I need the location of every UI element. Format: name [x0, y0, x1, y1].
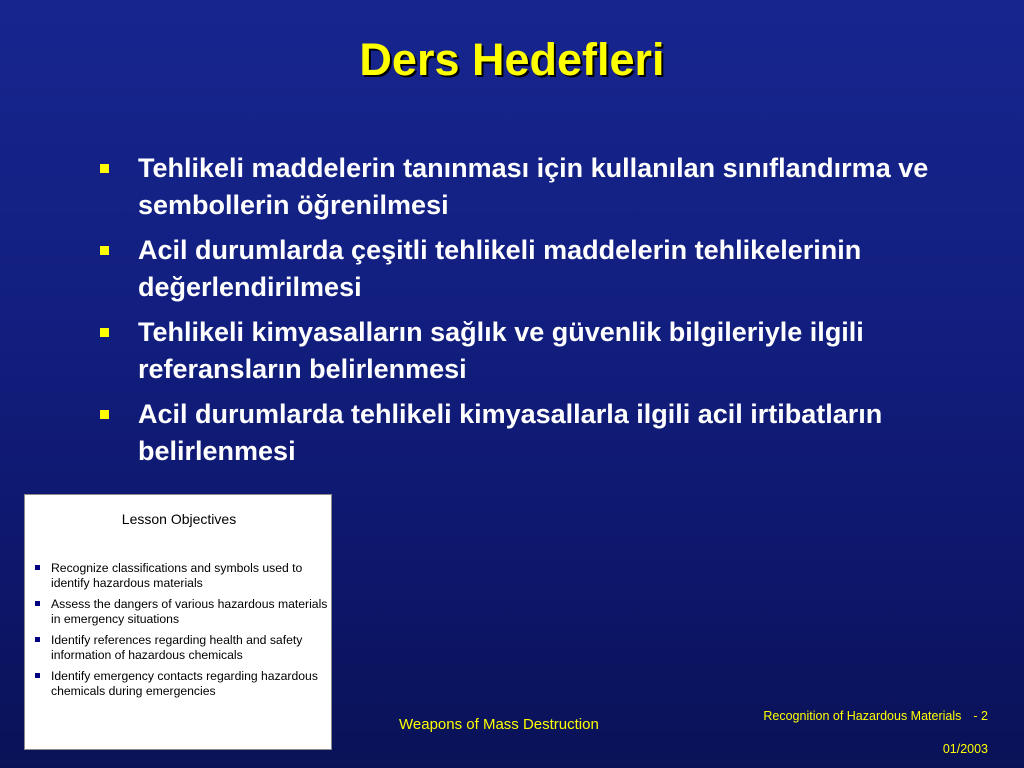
bullet-item — [98, 232, 1018, 306]
bullet-text: Acil durumlarda çeşitli tehlikeli maddelerin tehlikelerinin değerlendirilmesi — [138, 235, 862, 302]
bullet-text: Tehlikeli kimyasalların sağlık ve güvenlik bilgileriyle ilgili referansların belirlenmesi — [138, 317, 864, 384]
square-bullet-icon — [100, 246, 109, 255]
bullet-text: Tehlikeli maddelerin tanınması için kullanılan sınıflandırma ve sembollerin öğrenilmesi — [138, 153, 929, 220]
footer-module-title: Recognition of Hazardous Materials — [763, 709, 962, 723]
footer-course-title: Weapons of Mass Destruction — [399, 716, 599, 733]
square-bullet-icon — [100, 164, 109, 173]
bullet-text: Acil durumlarda tehlikeli kimyasallarla ilgili acil irtibatların belirlenmesi — [138, 399, 883, 466]
bullet-item — [98, 396, 1018, 470]
square-bullet-icon — [35, 565, 40, 570]
square-bullet-icon — [35, 601, 40, 606]
lesson-objectives-title: Lesson Objectives — [121, 511, 237, 527]
bullet-list — [98, 150, 1018, 478]
objective-item — [35, 597, 331, 627]
page-number: - 2 — [973, 709, 988, 723]
bullet-item — [98, 150, 1018, 224]
square-bullet-icon — [35, 673, 40, 678]
footer-module-info — [763, 709, 988, 723]
objective-text: Identify references regarding health and safety information of hazardous chemicals — [51, 633, 303, 662]
bullet-item — [98, 314, 1018, 388]
slide-title: Ders Hedefleri — [359, 34, 665, 85]
objective-text: Recognize classifications and symbols used to identify hazardous materials — [51, 561, 303, 590]
square-bullet-icon — [35, 637, 40, 642]
objective-item — [35, 561, 331, 591]
objective-text: Identify emergency contacts regarding hazardous chemicals during emergencies — [51, 669, 318, 698]
objective-item — [35, 633, 331, 663]
lesson-objectives-list — [35, 561, 331, 705]
lesson-objectives-box — [24, 494, 332, 750]
square-bullet-icon — [100, 410, 109, 419]
square-bullet-icon — [100, 328, 109, 337]
objective-item — [35, 669, 331, 699]
footer-date: 01/2003 — [942, 742, 988, 756]
objective-text: Assess the dangers of various hazardous materials in emergency situations — [51, 597, 328, 626]
